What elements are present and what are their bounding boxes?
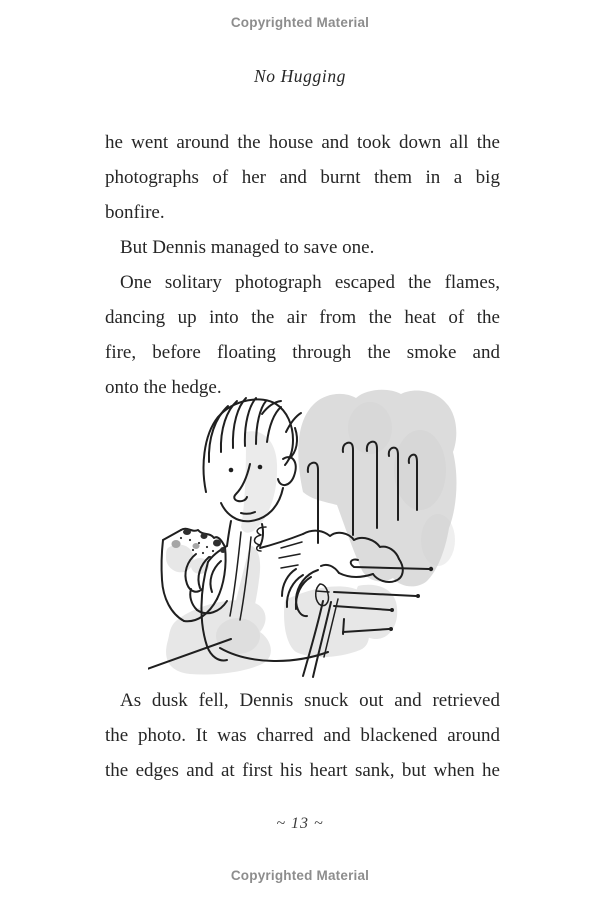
text-line: dancing up into the air from the heat of the	[105, 307, 500, 328]
text-line: the photo. It was charred and blackened around	[105, 725, 500, 746]
body-text-lower	[105, 683, 500, 788]
chapter-title: No Hugging	[253, 66, 347, 86]
text-line: But Dennis managed to save one.	[120, 237, 375, 258]
body-text-upper	[105, 125, 500, 405]
copyright-notice-bottom: Copyrighted Material	[230, 868, 370, 883]
text-line: he went around the house and took down all the	[105, 132, 500, 153]
text-line: the edges and at first his heart sank, but when he	[105, 760, 500, 781]
text-line: One solitary photograph escaped the flames,	[120, 272, 500, 293]
text-line: bonfire.	[105, 202, 165, 223]
text-line: photographs of her and burnt them in a big	[105, 167, 500, 188]
page-number: ~ 13 ~	[276, 815, 324, 832]
text-line: As dusk fell, Dennis snuck out and retrieved	[120, 690, 500, 711]
copyright-notice-top: Copyrighted Material	[230, 15, 370, 30]
text-line: fire, before floating through the smoke and	[105, 342, 500, 363]
text-line: onto the hedge.	[105, 377, 222, 398]
illustration-boy-with-charred-photo	[148, 386, 470, 686]
